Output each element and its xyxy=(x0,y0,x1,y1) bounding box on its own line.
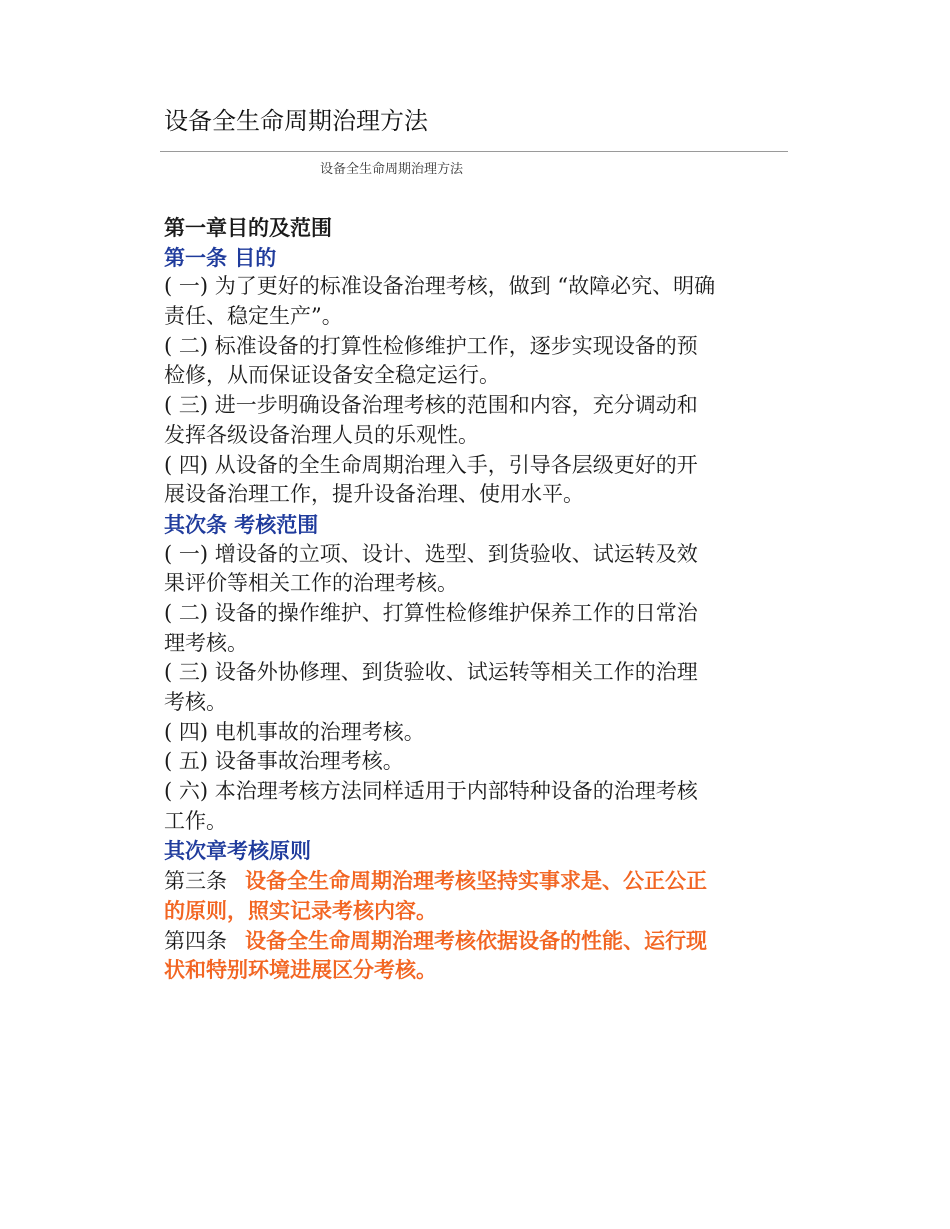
article-1-item-3-line-1: ( 三) 进一步明确设备治理考核的范围和内容，充分调动和 xyxy=(164,393,698,418)
article-1-heading: 第一条 目的 xyxy=(164,244,277,270)
title-divider xyxy=(160,151,788,152)
article-2-item-1-line-2: 果评价等相关工作的治理考核。 xyxy=(164,571,458,596)
article-2-item-5: ( 五) 设备事故治理考核。 xyxy=(164,749,404,774)
article-2-item-6-line-2: 工作。 xyxy=(164,808,227,833)
article-3-line-1 xyxy=(164,866,784,896)
article-2-item-3-line-2: 考核。 xyxy=(164,690,227,714)
article-4-label: 第四条 xyxy=(164,928,227,953)
article-2-item-1-line-1: ( 一) 增设备的立项、设计、选型、到货验收、试运转及效 xyxy=(164,541,698,566)
article-1-item-4-line-2: 展设备治理工作，提升设备治理、使用水平。 xyxy=(164,482,584,507)
article-1-item-1-line-1: ( 一) 为了更好的标准设备治理考核，做到 “故障必究、明确 xyxy=(164,274,716,299)
article-2-heading: 其次条 考核范围 xyxy=(164,511,319,537)
article-3-text: 设备全生命周期治理考核坚持实事求是、公正公正 xyxy=(245,868,707,894)
chapter-2-heading: 其次章考核原则 xyxy=(164,838,311,864)
article-1-item-1-line-2: 责任、稳定生产”。 xyxy=(164,304,343,329)
article-2-item-4: ( 四) 电机事故的治理考核。 xyxy=(164,719,425,744)
article-4-line-2: 状和特别环境进展区分考核。 xyxy=(164,957,437,983)
article-4-line-1 xyxy=(164,926,784,956)
article-1-item-2-line-2: 检修，从而保证设备安全稳定运行。 xyxy=(164,363,500,388)
article-1-item-4-line-1: ( 四) 从设备的全生命周期治理入手，引导各层级更好的开 xyxy=(164,452,698,477)
chapter-1-heading: 第一章目的及范围 xyxy=(164,215,332,240)
article-2-item-3-line-1: ( 三) 设备外协修理、到货验收、试运转等相关工作的治理 xyxy=(164,660,698,685)
article-1-item-2-line-1: ( 二) 标准设备的打算性检修维护工作，逐步实现设备的预 xyxy=(164,333,698,358)
article-2-item-2-line-2: 理考核。 xyxy=(164,630,248,655)
article-2-item-6-line-1: ( 六) 本治理考核方法同样适用于内部特种设备的治理考核 xyxy=(164,779,698,804)
article-4-text: 设备全生命周期治理考核依据设备的性能、运行现 xyxy=(245,927,707,953)
document-title: 设备全生命周期治理方法 xyxy=(164,107,428,135)
article-2-item-2-line-1: ( 二) 设备的操作维护、打算性检修维护保养工作的日常治 xyxy=(164,600,698,625)
article-1-item-3-line-2: 发挥各级设备治理人员的乐观性。 xyxy=(164,422,479,447)
document-subtitle: 设备全生命周期治理方法 xyxy=(320,162,464,177)
document-body xyxy=(164,213,784,985)
article-3-line-2: 的原则，照实记录考核内容。 xyxy=(164,897,437,923)
article-3-label: 第三条 xyxy=(164,869,227,894)
